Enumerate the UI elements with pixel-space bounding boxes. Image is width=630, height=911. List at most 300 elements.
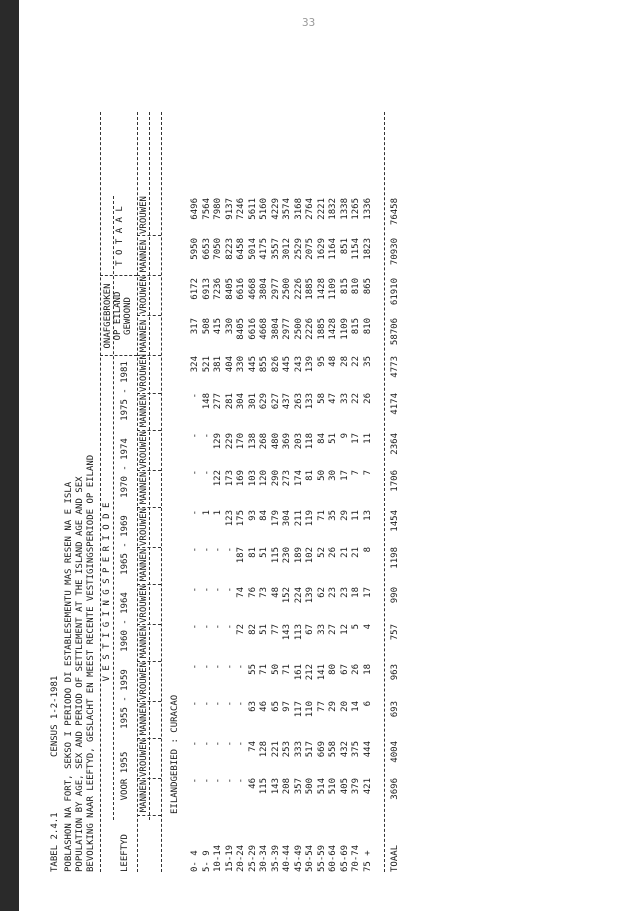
column-divider — [137, 778, 161, 779]
table-cell: - — [190, 433, 200, 439]
table-cell: - — [190, 587, 200, 593]
total-cell: 4004 — [390, 741, 400, 763]
table-cell: - — [201, 470, 212, 476]
age-label: 20-24 — [236, 844, 246, 872]
table-cell: 301 — [247, 393, 258, 410]
table-cell: 120 — [259, 470, 269, 487]
table-cell: - — [213, 778, 223, 784]
table-cell: 46 — [247, 778, 258, 789]
age-label: 50-54 — [305, 844, 315, 872]
men-header: MANNEN — [139, 779, 149, 813]
column-divider — [137, 738, 161, 739]
table-cell: 50 — [316, 470, 327, 481]
column-divider — [137, 275, 161, 276]
table-cell: 123 — [224, 510, 235, 527]
table-cell: 865 — [362, 278, 373, 295]
table-cell: 333 — [293, 741, 304, 758]
table-cell: - — [224, 778, 235, 784]
table-cell: 1885 — [305, 278, 315, 300]
table-cell: 97 — [282, 701, 292, 712]
table-label: TABEL 2.4.1 — [50, 812, 60, 872]
table-cell: 48 — [270, 587, 281, 598]
table-cell: 50 — [270, 664, 281, 675]
table-cell: - — [224, 587, 235, 593]
table-cell: 6496 — [190, 198, 200, 220]
table-cell: 815 — [339, 278, 350, 295]
table-cell: 62 — [316, 587, 327, 598]
table-cell: 51 — [259, 624, 269, 635]
table-cell: - — [201, 741, 212, 747]
table-cell: 2764 — [305, 198, 315, 220]
table-cell: 8223 — [224, 238, 235, 260]
table-cell: - — [236, 778, 246, 784]
table-cell: 2226 — [293, 278, 304, 300]
table-cell: 74 — [247, 741, 258, 752]
table-cell: 27 — [328, 624, 338, 635]
table-cell: 189 — [293, 547, 304, 564]
table-cell: 4668 — [259, 318, 269, 340]
men-header: MANNEN — [139, 548, 149, 582]
age-label: 15-19 — [224, 844, 235, 872]
table-cell: 2977 — [282, 318, 292, 340]
table-cell: 169 — [236, 470, 246, 487]
column-divider — [137, 815, 161, 816]
total-cell: 70930 — [390, 238, 400, 266]
table-cell: 141 — [316, 664, 327, 681]
total-cell: 4174 — [390, 393, 400, 415]
table-cell: 138 — [247, 433, 258, 450]
table-cell: 5160 — [259, 198, 269, 220]
table-cell: 1 — [201, 510, 212, 516]
table-cell: 4668 — [247, 278, 258, 300]
table-cell: 67 — [339, 664, 350, 675]
table-cell: 118 — [305, 433, 315, 450]
age-column-header: LEEFTYD — [120, 834, 130, 872]
table-cell: 381 — [213, 356, 223, 373]
title-line-3: BEVOLKING NAAR LEEFTYD, GESLACHT EN MEEST RECENTE VESTIGINGSPERIODE OP EILAND — [86, 454, 96, 872]
table-cell: 369 — [282, 433, 292, 450]
table-cell: 444 — [362, 741, 373, 758]
age-label: 35-39 — [270, 844, 281, 872]
table-cell: 1428 — [316, 278, 327, 300]
table-cell: 1336 — [362, 198, 373, 220]
table-cell: 5 — [351, 624, 361, 630]
table-cell: 7564 — [201, 198, 212, 220]
table-cell: 230 — [282, 547, 292, 564]
table-cell: 71 — [259, 664, 269, 675]
table-cell: 8405 — [236, 318, 246, 340]
table-cell: - — [213, 624, 223, 630]
women-header: VROUWEN — [139, 662, 149, 700]
table-cell: 72 — [236, 624, 246, 635]
total-label: TOAAL — [390, 844, 400, 872]
table-cell: 119 — [305, 510, 315, 527]
page-edge — [0, 0, 19, 911]
total-cell: 61910 — [390, 278, 400, 306]
table-cell: 71 — [316, 510, 327, 521]
age-label: 0- 4 — [190, 850, 200, 872]
table-cell: 51 — [328, 433, 338, 444]
table-cell: 8 — [362, 547, 373, 553]
table-cell: 1832 — [328, 198, 338, 220]
table-cell: 5014 — [247, 238, 258, 260]
men-header: MANNEN — [139, 319, 149, 353]
table-cell: 4175 — [259, 238, 269, 260]
table-cell: - — [190, 664, 200, 670]
page-number: 33 — [302, 16, 316, 29]
title-line-2: POPULATION BY AGE, SEX AND PERIOD OF SETTLEMENT AT THE ISLAND AGE AND SEX — [75, 476, 85, 872]
table-cell: 2500 — [293, 318, 304, 340]
table-cell: 1265 — [351, 198, 361, 220]
table-cell: 152 — [282, 587, 292, 604]
column-divider — [137, 701, 161, 702]
period-header: 1960 - 1964 — [120, 592, 130, 652]
table-cell: 133 — [305, 393, 315, 410]
table-cell: 7 — [351, 470, 361, 476]
age-label: 45-49 — [293, 844, 304, 872]
unknown-header-line: GEWOOND — [123, 297, 133, 335]
total-cell: 1198 — [390, 547, 400, 569]
table-cell: 1 — [213, 510, 223, 516]
table-cell: 253 — [282, 741, 292, 758]
table-cell: 173 — [224, 470, 235, 487]
table-cell: 22 — [351, 356, 361, 367]
table-cell: 212 — [305, 664, 315, 681]
table-cell: - — [213, 547, 223, 553]
table-bottom-rule — [161, 112, 162, 872]
table-cell: 243 — [293, 356, 304, 373]
men-header: MANNEN — [139, 471, 149, 505]
period-header: VOOR 1955 — [120, 751, 130, 801]
table-cell: 1428 — [328, 318, 338, 340]
table-cell: 317 — [190, 318, 200, 335]
table-cell: - — [201, 433, 212, 439]
rotated-table-page — [50, 72, 610, 872]
table-cell: 3557 — [270, 238, 281, 260]
table-cell: 143 — [282, 624, 292, 641]
total-cell: 990 — [390, 587, 400, 604]
table-cell: 52 — [316, 547, 327, 558]
table-cell: - — [201, 778, 212, 784]
table-cell: - — [213, 741, 223, 747]
table-cell: 1164 — [328, 238, 338, 260]
table-cell: - — [190, 624, 200, 630]
total-cell: 693 — [390, 701, 400, 718]
table-cell: 129 — [213, 433, 223, 450]
table-cell: 81 — [305, 470, 315, 481]
table-cell: 84 — [316, 433, 327, 444]
table-cell: 113 — [293, 624, 304, 641]
table-cell: 6616 — [247, 318, 258, 340]
table-cell: - — [213, 664, 223, 670]
table-cell: 357 — [293, 778, 304, 795]
total-cell: 4773 — [390, 356, 400, 378]
table-cell: 12 — [339, 624, 350, 635]
table-cell: 71 — [282, 664, 292, 675]
women-header: VROUWEN — [139, 585, 149, 623]
table-cell: - — [224, 547, 235, 553]
total-cell: 757 — [390, 624, 400, 641]
table-cell: 5950 — [190, 238, 200, 260]
table-cell: 55 — [247, 664, 258, 675]
table-cell: 74 — [236, 587, 246, 598]
table-cell: 110 — [305, 701, 315, 718]
table-cell: 65 — [270, 701, 281, 712]
table-cell: 175 — [236, 510, 246, 527]
women-header: VROUWEN — [139, 508, 149, 546]
men-header: MANNEN — [139, 394, 149, 428]
age-label: 70-74 — [351, 844, 361, 872]
table-cell: 224 — [293, 587, 304, 604]
table-cell: - — [201, 587, 212, 593]
table-cell: 1109 — [328, 278, 338, 300]
table-cell: 1154 — [351, 238, 361, 260]
table-cell: 128 — [259, 741, 269, 758]
table-cell: 375 — [351, 741, 361, 758]
table-cell: 514 — [316, 778, 327, 795]
table-cell: 51 — [259, 547, 269, 558]
table-cell: 18 — [362, 664, 373, 675]
table-cell: 3804 — [259, 278, 269, 300]
total-rule — [384, 112, 385, 872]
table-cell: 330 — [224, 318, 235, 335]
table-cell: 810 — [362, 318, 373, 335]
table-cell: 2529 — [293, 238, 304, 260]
table-cell: 1109 — [339, 318, 350, 340]
table-cell: 810 — [351, 278, 361, 295]
women-header: VROUWEN — [139, 354, 149, 392]
table-cell: 558 — [328, 741, 338, 758]
table-cell: 143 — [270, 778, 281, 795]
table-cell: 81 — [247, 547, 258, 558]
header-rule-bottom — [137, 112, 138, 872]
table-cell: 22 — [351, 393, 361, 404]
table-cell: - — [190, 741, 200, 747]
table-cell: 93 — [247, 510, 258, 521]
table-cell: 432 — [339, 741, 350, 758]
table-cell: 47 — [328, 393, 338, 404]
women-header: VROUWEN — [139, 739, 149, 777]
table-cell: - — [190, 701, 200, 707]
total-cell: 58706 — [390, 318, 400, 346]
total-cell: 3696 — [390, 778, 400, 800]
column-divider — [137, 430, 161, 431]
table-cell: 29 — [328, 701, 338, 712]
table-cell: 28 — [339, 356, 350, 367]
period-divider — [100, 355, 137, 356]
table-cell: 103 — [247, 470, 258, 487]
table-cell: - — [201, 624, 212, 630]
table-cell: 629 — [259, 393, 269, 410]
table-cell: 815 — [351, 318, 361, 335]
table-cell: 117 — [293, 701, 304, 718]
table-cell: 18 — [351, 587, 361, 598]
table-cell: 508 — [201, 318, 212, 335]
table-cell: 480 — [270, 433, 281, 450]
table-cell: 7980 — [213, 198, 223, 220]
table-cell: 33 — [339, 393, 350, 404]
table-cell: 3012 — [282, 238, 292, 260]
table-cell: 139 — [305, 356, 315, 373]
table-cell: 8405 — [224, 278, 235, 300]
table-cell: 35 — [362, 356, 373, 367]
column-divider — [137, 507, 161, 508]
table-cell: 102 — [305, 547, 315, 564]
table-cell: 7 — [362, 470, 373, 476]
table-cell: 437 — [282, 393, 292, 410]
table-cell: 7246 — [236, 198, 246, 220]
table-cell: 20 — [339, 701, 350, 712]
period-header: 1965 - 1969 — [120, 515, 130, 575]
table-cell: 174 — [293, 470, 304, 487]
period-header: 1975 - 1981 — [120, 361, 130, 421]
total-cell: 1454 — [390, 510, 400, 532]
table-cell: 17 — [362, 587, 373, 598]
unknown-header-line: ONAFGEBROKEN — [103, 283, 113, 349]
table-cell: 76 — [247, 587, 258, 598]
table-cell: 58 — [316, 393, 327, 404]
table-cell: 17 — [351, 433, 361, 444]
column-divider — [137, 393, 161, 394]
table-cell: 273 — [282, 470, 292, 487]
table-cell: 379 — [351, 778, 361, 795]
table-cell: 179 — [270, 510, 281, 527]
period-header: 1970 - 1974 — [120, 438, 130, 498]
table-cell: 421 — [362, 778, 373, 795]
table-cell: - — [224, 741, 235, 747]
table-cell: 115 — [270, 547, 281, 564]
table-cell: 11 — [362, 433, 373, 444]
table-cell: 6172 — [190, 278, 200, 300]
table-cell: - — [213, 587, 223, 593]
table-cell: 1338 — [339, 198, 350, 220]
table-cell: 21 — [351, 547, 361, 558]
unknown-header-line: OP EILAND — [113, 291, 123, 341]
women-header: VROUWEN — [139, 431, 149, 469]
table-cell: 95 — [316, 356, 327, 367]
table-cell: 268 — [259, 433, 269, 450]
table-cell: - — [190, 470, 200, 476]
table-cell: - — [201, 664, 212, 670]
table-cell: 208 — [282, 778, 292, 795]
table-cell: 211 — [293, 510, 304, 527]
table-cell: 23 — [339, 587, 350, 598]
women-header: VROUWEN — [139, 276, 149, 314]
table-cell: 510 — [328, 778, 338, 795]
table-cell: 3574 — [282, 198, 292, 220]
table-cell: 73 — [259, 587, 269, 598]
age-label: 60-64 — [328, 844, 338, 872]
table-cell: 11 — [351, 510, 361, 521]
table-cell: 7236 — [213, 278, 223, 300]
age-label: 65-69 — [339, 844, 350, 872]
table-cell: 1629 — [316, 238, 327, 260]
table-cell: 290 — [270, 470, 281, 487]
table-cell: 627 — [270, 393, 281, 410]
age-label: 75 + — [362, 850, 373, 872]
table-cell: 84 — [259, 510, 269, 521]
table-cell: 4 — [362, 624, 373, 630]
men-header: MANNEN — [139, 239, 149, 273]
table-cell: 63 — [247, 701, 258, 712]
table-cell: 80 — [328, 664, 338, 675]
table-cell: 23 — [328, 587, 338, 598]
column-divider — [137, 355, 161, 356]
table-cell: 26 — [362, 393, 373, 404]
men-header: MANNEN — [139, 702, 149, 736]
table-cell: 82 — [247, 624, 258, 635]
column-divider — [137, 235, 161, 236]
total-header: T O T A A L — [115, 206, 125, 266]
age-label: 30-34 — [259, 844, 269, 872]
title-line-1: POBLASHON NA FORT, SEKSO I PERIODO DI ESTABLESEMENTU MAS RESEN NA E ISLA — [64, 481, 74, 872]
table-cell: - — [224, 624, 235, 630]
table-cell: 35 — [328, 510, 338, 521]
table-cell: 67 — [305, 624, 315, 635]
table-cell: - — [224, 664, 235, 670]
table-cell: 13 — [362, 510, 373, 521]
table-cell: 6653 — [201, 238, 212, 260]
table-cell: 77 — [270, 624, 281, 635]
table-cell: 415 — [213, 318, 223, 335]
total-cell: 2364 — [390, 433, 400, 455]
table-cell: 30 — [328, 470, 338, 481]
table-cell: 26 — [328, 547, 338, 558]
table-cell: 170 — [236, 433, 246, 450]
table-cell: 148 — [201, 393, 212, 410]
table-cell: 500 — [305, 778, 315, 795]
table-cell: 277 — [213, 393, 223, 410]
census-date: CENSUS 1-2-1981 — [50, 675, 60, 757]
table-cell: 139 — [305, 587, 315, 604]
table-cell: 445 — [282, 356, 292, 373]
age-label: 40-44 — [282, 844, 292, 872]
table-cell: 21 — [339, 547, 350, 558]
table-cell: 2226 — [305, 318, 315, 340]
table-cell: 6 — [362, 701, 373, 707]
table-cell: - — [224, 701, 235, 707]
table-cell: 48 — [328, 356, 338, 367]
table-cell: 26 — [351, 664, 361, 675]
table-cell: 669 — [316, 741, 327, 758]
column-divider — [137, 624, 161, 625]
table-cell: - — [190, 778, 200, 784]
table-cell: 77 — [316, 701, 327, 712]
table-cell: 14 — [351, 701, 361, 712]
table-cell: 2500 — [282, 278, 292, 300]
women-header: VROUWEN — [139, 196, 149, 234]
table-cell: - — [213, 701, 223, 707]
table-cell: 826 — [270, 356, 281, 373]
table-cell: 517 — [305, 741, 315, 758]
table-cell: 115 — [259, 778, 269, 795]
table-cell: - — [190, 393, 200, 399]
table-cell: 304 — [282, 510, 292, 527]
table-cell: 3168 — [293, 198, 304, 220]
table-cell: 2977 — [270, 278, 281, 300]
column-divider — [137, 315, 161, 316]
table-cell: 203 — [293, 433, 304, 450]
table-cell: 405 — [339, 778, 350, 795]
table-cell: - — [236, 664, 246, 670]
table-cell: 281 — [224, 393, 235, 410]
table-cell: 33 — [316, 624, 327, 635]
table-cell: 855 — [259, 356, 269, 373]
age-label: 10-14 — [213, 844, 223, 872]
column-divider — [137, 470, 161, 471]
island-label: EILANDGEBIED : CURACAO — [170, 694, 180, 814]
table-cell: 6616 — [236, 278, 246, 300]
